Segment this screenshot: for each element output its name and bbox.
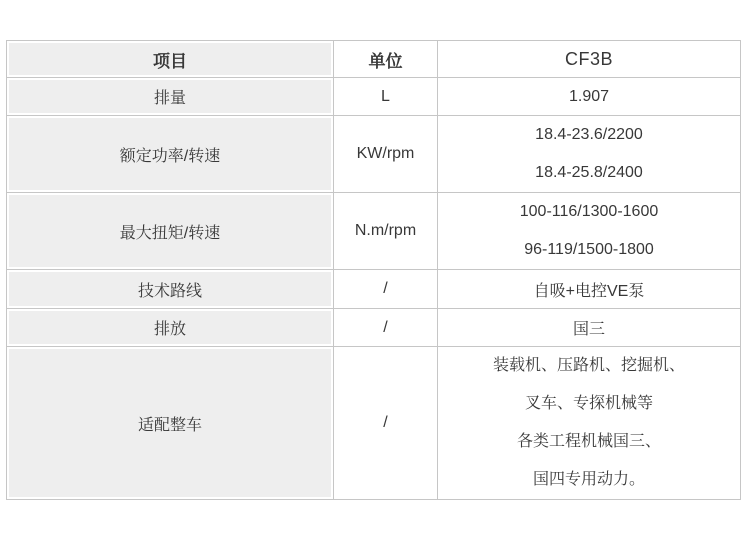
engine-spec-table xyxy=(6,40,741,500)
row-values-max-torque xyxy=(438,193,741,270)
row-value-displacement: 1.907 xyxy=(438,78,741,116)
column-header-model: CF3B xyxy=(438,41,741,78)
table-row-emission xyxy=(7,309,741,347)
row-label-rated-power: 额定功率/转速 xyxy=(7,116,334,193)
row-unit-vehicle-fit: / xyxy=(334,347,438,500)
row-unit-displacement: L xyxy=(334,78,438,116)
row-unit-max-torque: N.m/rpm xyxy=(334,193,438,270)
row-value-emission: 国三 xyxy=(438,309,741,347)
row-values-vehicle-fit xyxy=(438,347,741,500)
value-line: 18.4-23.6/2200 xyxy=(535,126,643,143)
value-line: 叉车、专探机械等 xyxy=(524,395,653,412)
table-row-vehicle-fit xyxy=(7,347,741,500)
value-line: 各类工程机械国三、 xyxy=(516,433,661,450)
value-line: 18.4-25.8/2400 xyxy=(535,164,643,181)
table-row-displacement xyxy=(7,78,741,116)
value-line: 国四专用动力。 xyxy=(532,471,645,488)
row-label-emission: 排放 xyxy=(7,309,334,347)
table-header-row xyxy=(7,41,741,78)
table-row-rated-power xyxy=(7,116,741,193)
value-line: 装载机、压路机、挖掘机、 xyxy=(492,357,685,374)
row-label-displacement: 排量 xyxy=(7,78,334,116)
value-line: 96-119/1500-1800 xyxy=(524,241,654,258)
column-header-item: 项目 xyxy=(7,41,334,78)
column-header-unit: 单位 xyxy=(334,41,438,78)
value-line: 100-116/1300-1600 xyxy=(519,203,659,220)
row-value-technical-route: 自吸+电控VE泵 xyxy=(438,270,741,309)
row-label-max-torque: 最大扭矩/转速 xyxy=(7,193,334,270)
row-values-rated-power xyxy=(438,116,741,193)
row-label-technical-route: 技术路线 xyxy=(7,270,334,309)
row-label-vehicle-fit: 适配整车 xyxy=(7,347,334,500)
row-unit-emission: / xyxy=(334,309,438,347)
row-unit-rated-power: KW/rpm xyxy=(334,116,438,193)
table-row-technical-route xyxy=(7,270,741,309)
table-row-max-torque xyxy=(7,193,741,270)
row-unit-technical-route: / xyxy=(334,270,438,309)
